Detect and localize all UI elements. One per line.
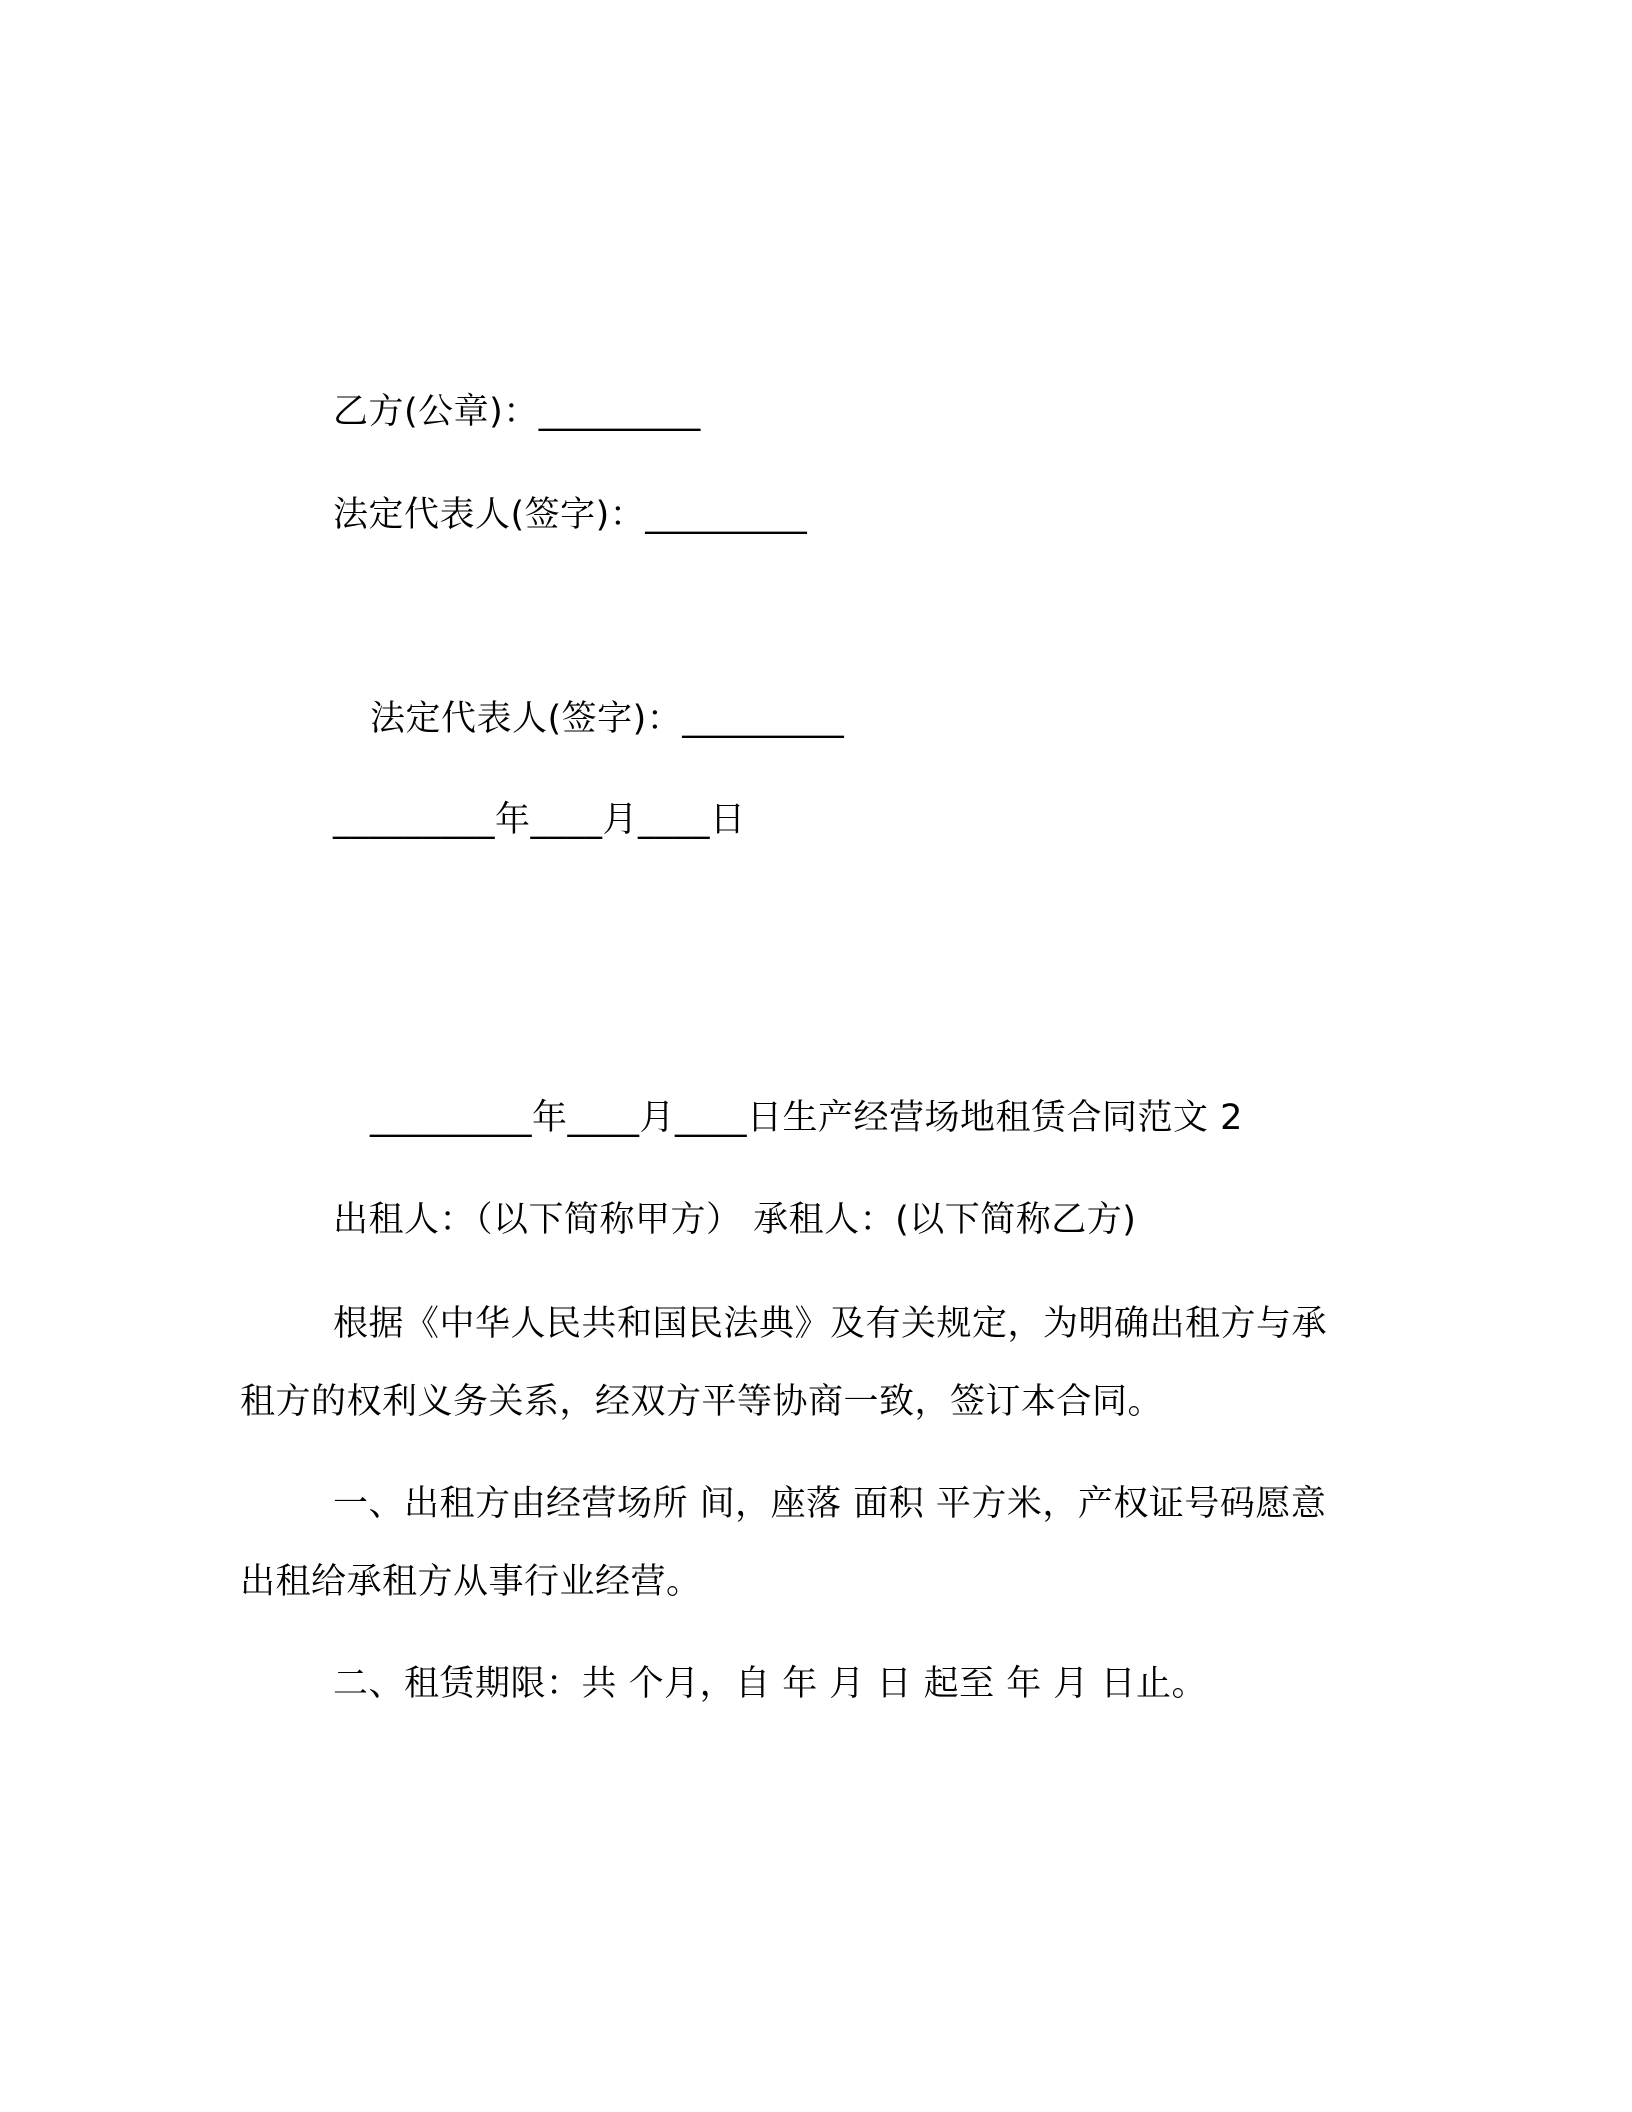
clause-1-line-2: 出租给承租方从事行业经营。 bbox=[240, 1562, 702, 1602]
contract-title-line: _________年____月____日生产经营场地租赁合同范文 2 bbox=[370, 1098, 1243, 1138]
clause-2-line: 二、租赁期限：共 个月，自 年 月 日 起至 年 月 日止。 bbox=[333, 1664, 1208, 1704]
clause-1-line-1: 一、出租方由经营场所 间，座落 面积 平方米，产权证号码愿意 bbox=[333, 1484, 1327, 1524]
legal-representative-line: 法定代表人(签字)：_________ bbox=[333, 495, 808, 535]
signing-date-line: _________年____月____日 bbox=[333, 800, 746, 840]
legal-representative-line-2: 法定代表人(签字)：_________ bbox=[370, 699, 845, 739]
preamble-line-1: 根据《中华人民共和国民法典》及有关规定，为明确出租方与承 bbox=[333, 1304, 1328, 1344]
party-b-seal-line: 乙方(公章)：_________ bbox=[333, 392, 701, 432]
preamble-line-2: 租方的权利义务关系，经双方平等协商一致，签订本合同。 bbox=[240, 1382, 1164, 1422]
parties-line: 出租人：（以下简称甲方） 承租人：(以下简称乙方) bbox=[333, 1200, 1137, 1240]
